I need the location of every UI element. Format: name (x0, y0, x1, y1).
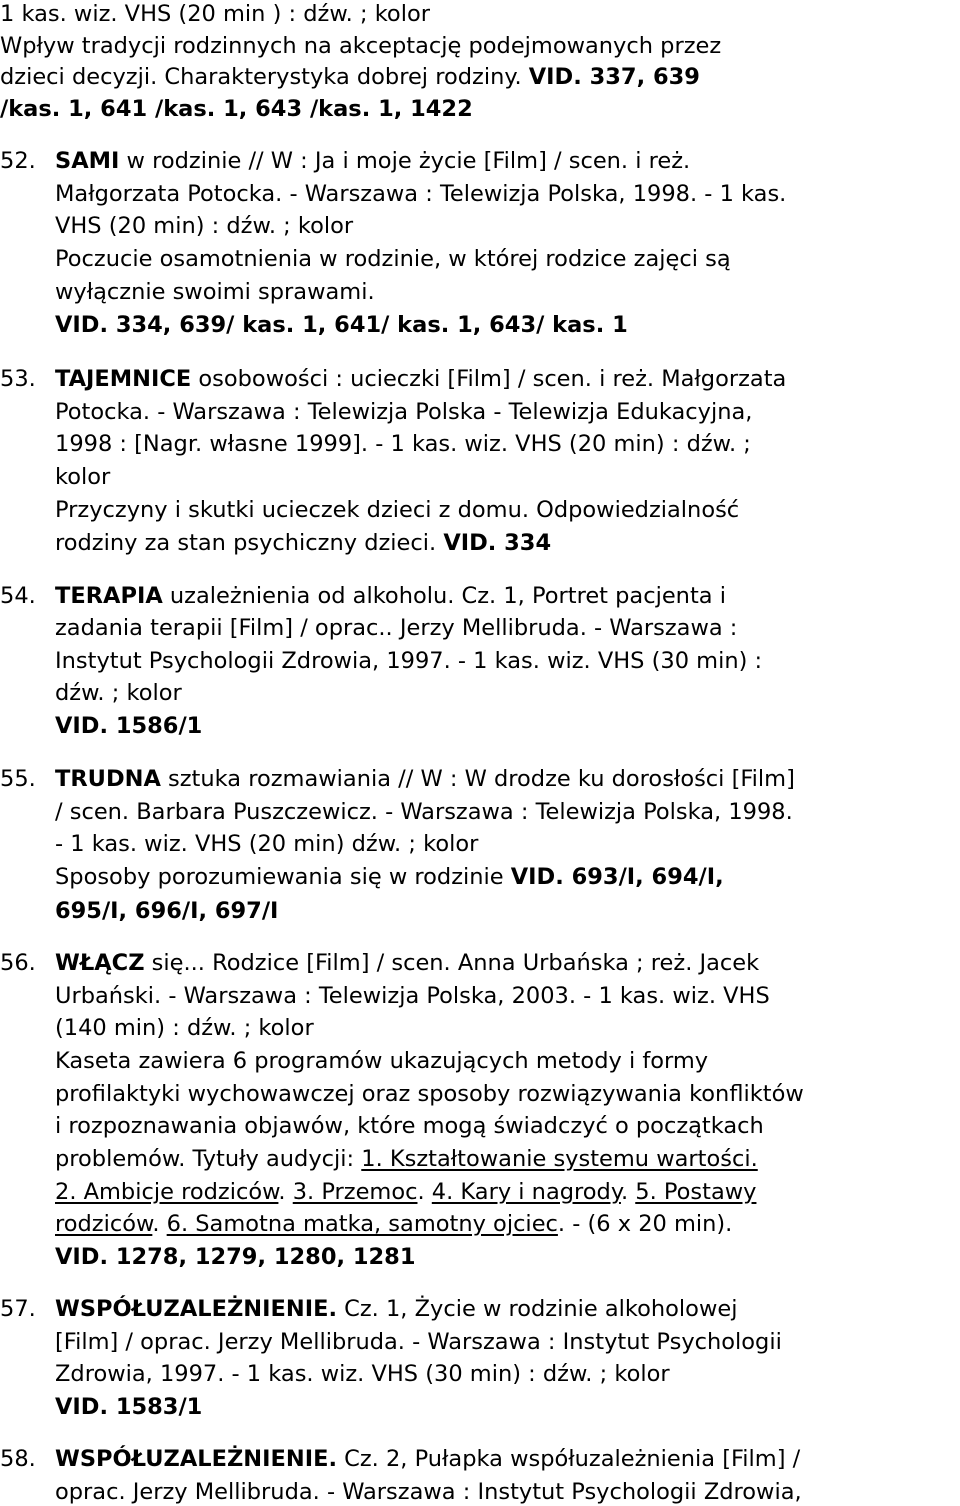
entry-text-line: i rozpoznawania objawów, które mogą świadczyć o początkach (55, 1113, 764, 1139)
entry-text-line: Sposoby porozumiewania się w rodzinie VID. 693/I, 694/I, (55, 864, 724, 890)
entry-title: WŁĄCZ (55, 950, 145, 976)
entry-text-line: Potocka. - Warszawa : Telewizja Polska - Telewizja Edukacyjna, (55, 399, 753, 425)
entry-title: TERAPIA (55, 583, 163, 609)
entry-heading-line: WŁĄCZ się... Rodzice [Film] / scen. Anna Urbańska ; reż. Jacek (55, 950, 760, 976)
entry-number: 53. (0, 366, 36, 392)
vid-call-number: VID. 334 (443, 530, 552, 556)
entry-text-line: 1 kas. wiz. VHS (20 min ) : dźw. ; kolor (0, 1, 430, 27)
entry-heading-line: TERAPIA uzależnienia od alkoholu. Cz. 1, Portret pacjenta i (55, 583, 726, 609)
audycja-link-1[interactable]: 1. Kształtowanie systemu wartości. (361, 1146, 758, 1172)
entry-heading-line: TRUDNA sztuka rozmawiania // W : W drodze ku dorosłości [Film] (55, 766, 795, 792)
entry-number: 52. (0, 148, 36, 174)
entry-text-line: dzieci decyzji. Charakterystyka dobrej rodziny. VID. 337, 639 (0, 64, 700, 90)
vid-call-number: VID. 1583/1 (55, 1394, 203, 1420)
entry-text-line: 1998 : [Nagr. własne 1999]. - 1 kas. wiz. VHS (20 min) : dźw. ; (55, 431, 751, 457)
entry-number: 58. (0, 1446, 36, 1472)
entry-text-line: kolor (55, 464, 111, 490)
entry-text-line: 2. Ambicje rodziców. 3. Przemoc. 4. Kary i nagrody. 5. Postawy (55, 1179, 757, 1205)
vid-call-number: 695/I, 696/I, 697/I (55, 898, 279, 924)
audycja-link-2[interactable]: 2. Ambicje rodziców (55, 1179, 279, 1205)
vid-call-number: /kas. 1, 641 /kas. 1, 643 /kas. 1, 1422 (0, 96, 473, 122)
entry-text-line: [Film] / oprac. Jerzy Mellibruda. - Warszawa : Instytut Psychologii (55, 1329, 782, 1355)
entry-heading-line: WSPÓŁUZALEŻNIENIE. Cz. 2, Pułapka współuzależnienia [Film] / (55, 1446, 801, 1472)
entry-text-line: dźw. ; kolor (55, 680, 182, 706)
vid-call-number: VID. 337, 639 (528, 64, 700, 90)
entry-title: SAMI (55, 148, 120, 174)
entry-text-line: VHS (20 min) : dźw. ; kolor (55, 213, 354, 239)
entry-number: 56. (0, 950, 36, 976)
entry-heading-line: WSPÓŁUZALEŻNIENIE. Cz. 1, Życie w rodzinie alkoholowej (55, 1296, 738, 1322)
entry-text-line: (140 min) : dźw. ; kolor (55, 1015, 314, 1041)
entry-text-line: / scen. Barbara Puszczewicz. - Warszawa : Telewizja Polska, 1998. (55, 799, 793, 825)
entry-text-line: Kaseta zawiera 6 programów ukazujących metody i formy (55, 1048, 709, 1074)
entry-text-line: zadania terapii [Film] / oprac.. Jerzy Mellibruda. - Warszawa : (55, 615, 738, 641)
entry-text-line: Instytut Psychologii Zdrowia, 1997. - 1 kas. wiz. VHS (30 min) : (55, 648, 763, 674)
entry-text-line: Urbański. - Warszawa : Telewizja Polska, 2003. - 1 kas. wiz. VHS (55, 983, 770, 1009)
entry-title: TRUDNA (55, 766, 161, 792)
entry-title: WSPÓŁUZALEŻNIENIE. (55, 1296, 337, 1322)
entry-number: 57. (0, 1296, 36, 1322)
entry-text-line: Zdrowia, 1997. - 1 kas. wiz. VHS (30 min) : dźw. ; kolor (55, 1361, 670, 1387)
audycja-link-3[interactable]: 3. Przemoc (292, 1179, 418, 1205)
entry-text-line: Przyczyny i skutki ucieczek dzieci z domu. Odpowiedzialność (55, 497, 740, 523)
entry-text-line: Poczucie osamotnienia w rodzinie, w której rodzice zajęci są (55, 246, 731, 272)
entry-text-line: Małgorzata Potocka. - Warszawa : Telewizja Polska, 1998. - 1 kas. (55, 181, 787, 207)
entry-text-line: profilaktyki wychowawczej oraz sposoby rozwiązywania konfliktów (55, 1081, 804, 1107)
entry-text-line: problemów. Tytuły audycji: 1. Kształtowanie systemu wartości. (55, 1146, 758, 1172)
vid-call-number: VID. 1586/1 (55, 713, 203, 739)
entry-heading-line: TAJEMNICE osobowości : ucieczki [Film] / scen. i reż. Małgorzata (55, 366, 787, 392)
entry-text-line: rodziny za stan psychiczny dzieci. VID. 334 (55, 530, 552, 556)
entry-text-line: wyłącznie swoimi sprawami. (55, 279, 375, 305)
entry-number: 55. (0, 766, 36, 792)
audycja-link-5-cont[interactable]: rodziców (55, 1211, 153, 1237)
entry-title: WSPÓŁUZALEŻNIENIE. (55, 1446, 337, 1472)
entry-text-line: oprac. Jerzy Mellibruda. - Warszawa : Instytut Psychologii Zdrowia, (55, 1479, 802, 1505)
audycja-link-6[interactable]: 6. Samotna matka, samotny ojciec (166, 1211, 558, 1237)
vid-call-number: VID. 334, 639/ kas. 1, 641/ kas. 1, 643/ kas. 1 (55, 312, 628, 338)
entry-text-line: Wpływ tradycji rodzinnych na akceptację podejmowanych przez (0, 33, 722, 59)
audycja-link-4[interactable]: 4. Kary i nagrody (431, 1179, 621, 1205)
entry-title: TAJEMNICE (55, 366, 192, 392)
vid-call-number: VID. 693/I, 694/I, (510, 864, 724, 890)
audycja-link-5[interactable]: 5. Postawy (635, 1179, 757, 1205)
vid-call-number: VID. 1278, 1279, 1280, 1281 (55, 1244, 416, 1270)
entry-text-line: - 1 kas. wiz. VHS (20 min) dźw. ; kolor (55, 831, 479, 857)
entry-heading-line: SAMI w rodzinie // W : Ja i moje życie [Film] / scen. i reż. (55, 148, 691, 174)
entry-number: 54. (0, 583, 36, 609)
entry-text-line: rodziców. 6. Samotna matka, samotny ojciec. - (6 x 20 min). (55, 1211, 733, 1237)
